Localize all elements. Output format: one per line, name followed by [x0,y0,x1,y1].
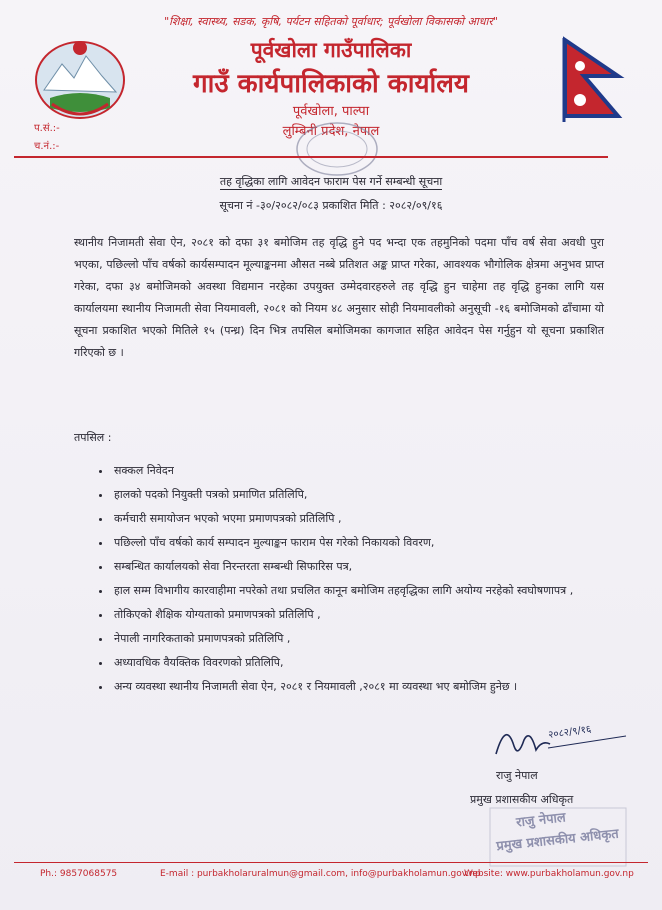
list-item: • कर्मचारी समायोजन भएको भएमा प्रमाणपत्रको प्रतिलिपि , [112,510,622,528]
motto: "शिक्षा, स्वास्थ्य, सडक, कृषि, पर्यटन सहितको पूर्वाधार; पूर्वखोला विकासको आधार" [164,15,498,28]
footer-website: Website: www.purbakholamun.gov.np [464,869,634,879]
list-item: • अन्य व्यवस्था स्थानीय निजामती सेवा ऐन, २०८१ र नियमावली ,२०८१ मा व्यवस्था भए बमोजिम हुनेछ । [112,678,622,696]
office-name: गाउँ कार्यपालिकाको कार्यालय [193,69,469,99]
patra-sankhya-label: प.सं.:- [34,123,60,134]
list-item: • तोकिएको शैक्षिक योग्यताको प्रमाणपत्रको प्रतिलिपि , [112,606,622,624]
signature-date: २०८२/९/१६ [547,724,592,741]
document-list [94,462,622,702]
stamp-title: प्रमुख प्रशासकीय अधिकृत [495,826,620,855]
list-item: • हालको पदको नियुक्ती पत्रको प्रमाणित प्रतिलिपि, [112,486,622,504]
notice-number-line: सूचना नं -३०/२०८२/०८३ प्रकाशित मिति : २०८२/०९/१६ [219,199,443,212]
handwritten-signature-icon [488,710,628,770]
list-item: • सक्कल निवेदन [112,462,622,480]
list-item: • सम्बन्धित कार्यालयको सेवा निरन्तरता सम्बन्धी सिफारिस पत्र, [112,558,622,576]
footer-divider [14,862,648,863]
notice-body: स्थानीय निजामती सेवा ऐन, २०८१ को दफा ३१ बमोजिम तह वृद्धि हुने पद भन्दा एक तहमुनिको पदमा पाँच वर्ष सेवा अवधी पुरा भएका, पछिल्लो पाँच वर्षको कार्यसम्पादन मूल्याङ्कनमा औसत नब्बे प्रतिशत अङ्क प्राप्त गरेका, आवश्यक भौगोलिक क्षेत्रमा अनुभव प्राप्त गरेका, दफा ३४ बमोजिमको अवस्था विद्यमान नरहेका उपयुक्त उम्मेदवारहरुले तह वृद्धि हुन चाहेमा तह वृद्धि हुनका लागि यस कार्यालयमा स्थानीय निजामती सेवा नियमावली, २०८१ को नियम ४८ अनुसार सोही नियमावलीको अनुसूची -१६ बमोजिमको ढाँचामा यो सूचना प्रकाशित भएको मितिले १५ (पन्ध्र) दिन भित्र तपसिल बमोजिमका कागजात सहित आवेदन पेस गर्नुहुन यो सूचना प्रकाशित गरिएको छ । [74,236,604,359]
list-item: • अध्यावधिक वैयक्तिक विवरणको प्रतिलिपि, [112,654,622,672]
tapasil-label: तपसिल : [74,431,112,444]
address-line-1: पूर्वखोला, पाल्पा [292,104,370,119]
municipality-name: पूर्वखोला गाउँपालिका [250,38,412,62]
signatory-name: राजु नेपाल [496,769,538,782]
chalani-number-label: च.नं.:- [34,141,60,152]
list-item: • पछिल्लो पाँच वर्षको कार्य सम्पादन मुल्याङ्कन फाराम पेस गरेको निकायको विवरण, [112,534,622,552]
office-stamp-icon [292,118,382,180]
footer-email: E-mail : purbakholaruralmun@gmail.com, info@purbakholamun.gov.np [160,869,481,879]
signatory-title: प्रमुख प्रशासकीय अधिकृत [470,793,574,806]
notice-subject-text: तह वृद्धिका लागि आवेदन फाराम पेस गर्ने सम्बन्धी सूचना [219,175,443,188]
header-divider [14,156,608,158]
stamp-name: राजु नेपाल [515,810,567,831]
notice-subject [0,174,662,189]
list-item: • हाल सम्म विभागीय कारवाहीमा नपरेको तथा प्रचलित कानून बमोजिम तहवृद्धिका लागि अयोग्य नरहेको स्वघोषणापत्र , [112,582,622,600]
footer-phone: Ph.: 9857068575 [40,869,118,879]
address-line-2: लुम्बिनी प्रदेश, नेपाल [282,124,380,139]
list-item: • नेपाली नागरिकताको प्रमाणपत्रको प्रतिलिपि , [112,630,622,648]
